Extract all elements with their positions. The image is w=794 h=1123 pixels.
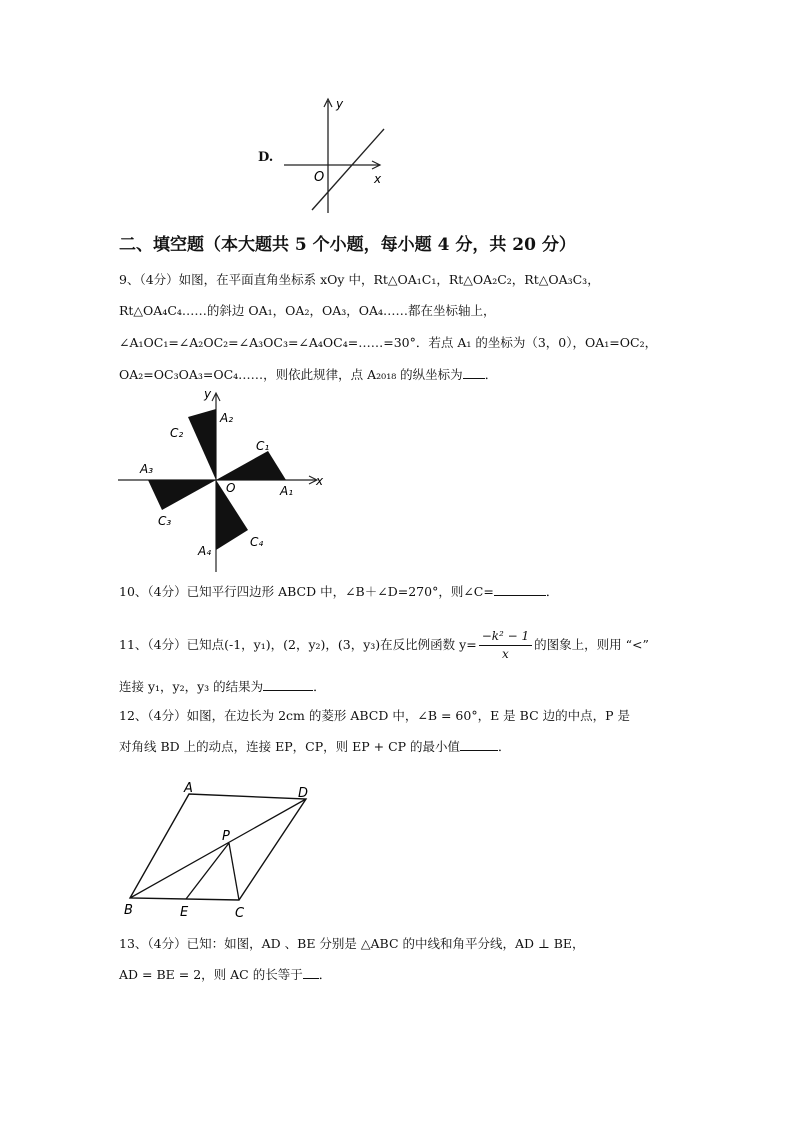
q9-line2: Rt△OA₄C₄……的斜边 OA₁，OA₂，OA₃，OA₄……都在坐标轴上，: [119, 303, 496, 318]
q11-after: 的图象上，则用 “<”: [534, 637, 649, 652]
q9-fig-c2: C₂: [170, 426, 184, 440]
option-d-origin-label: O: [314, 170, 325, 185]
q9-line3: ∠A₁OC₁=∠A₂OC₂=∠A₃OC₃=∠A₄OC₄=……=30°．若点 A₁ 的坐标为（3，0），OA₁=OC₂，: [119, 335, 658, 350]
q9-figure: [118, 384, 338, 576]
option-d-label: D.: [258, 150, 274, 165]
q13-line1: 13、（4分）已知：如图，AD 、BE 分别是 △ABC 的中线和角平分线，AD ⊥ BE，: [119, 936, 585, 951]
q9-answer-blank[interactable]: [463, 365, 485, 379]
q12-line2-end: ．: [498, 739, 511, 754]
q10-text: 10、（4分）已知平行四边形 ABCD 中，∠B＋∠D=270°，则∠C=: [119, 584, 494, 599]
q12-figure: [118, 780, 328, 922]
option-d-graph: [280, 95, 390, 215]
section-title: 二、填空题（本大题共 5 个小题，每小题 4 分，共 20 分）: [119, 235, 576, 255]
q11-line2-text: 连接 y₁，y₂，y₃ 的结果为: [119, 679, 264, 694]
q11-denominator: x: [502, 647, 509, 661]
q10-line: [119, 582, 558, 601]
q9-line4: [119, 365, 497, 384]
q9-fig-a3: A₃: [140, 462, 154, 476]
q10-answer-blank[interactable]: [494, 582, 546, 596]
q12-line1: 12、（4分）如图，在边长为 2cm 的菱形 ABCD 中，∠B = 60°，E 是 BC 边的中点，P 是: [119, 708, 630, 723]
q11-answer-blank[interactable]: [263, 677, 313, 691]
q12-fig-d: D: [298, 786, 309, 801]
q11-numerator: −k² − 1: [479, 629, 532, 646]
q9-fig-a2: A₂: [220, 411, 234, 425]
q9-line1: 9、（4分）如图，在平面直角坐标系 xOy 中，Rt△OA₁C₁，Rt△OA₂C₂，Rt△OA₃C₃，: [119, 272, 600, 287]
q9-fig-a1: A₁: [280, 484, 294, 498]
q13-answer-blank[interactable]: [303, 965, 319, 979]
q9-line4-text: OA₂=OC₃OA₃=OC₄……，则依此规律，点 A₂₀₁₈ 的纵坐标为: [119, 367, 463, 382]
q13-line2-end: ．: [318, 967, 332, 982]
q13-line2-text: AD = BE = 2，则 AC 的长等于: [119, 967, 303, 982]
q12-fig-c: C: [235, 906, 245, 921]
option-d-x-label: x: [374, 172, 382, 186]
q9-fig-c3: C₃: [158, 514, 172, 528]
option-d-y-label: y: [336, 97, 344, 111]
q13-line2: [119, 965, 331, 984]
q12-fig-a: A: [184, 781, 193, 796]
q12-line2-text: 对角线 BD 上的动点，连接 EP，CP，则 EP + CP 的最小值: [119, 739, 461, 754]
q9-fig-y: y: [204, 387, 212, 401]
q9-fig-c4: C₄: [250, 535, 264, 549]
q12-answer-blank[interactable]: [460, 737, 498, 751]
q9-fig-a4: A₄: [198, 544, 212, 558]
q12-fig-e: E: [180, 905, 189, 920]
q11-line2-end: ．: [313, 679, 326, 694]
q11-fraction: [479, 629, 532, 662]
q9-fig-x: x: [316, 474, 324, 488]
q10-end: ．: [545, 584, 559, 599]
q9-fig-o: O: [226, 481, 236, 495]
q9-line4-end: ．: [484, 367, 498, 382]
q12-fig-p: P: [222, 829, 230, 844]
q12-line2: [119, 737, 511, 756]
q9-fig-c1: C₁: [256, 439, 270, 453]
q12-fig-b: B: [124, 903, 133, 918]
q11-before: 11、（4分）已知点(-1，y₁)，(2，y₂)，(3，y₃)在反比例函数 y=: [119, 637, 477, 652]
q11-line1: [119, 624, 649, 666]
q11-line2: [119, 677, 326, 696]
